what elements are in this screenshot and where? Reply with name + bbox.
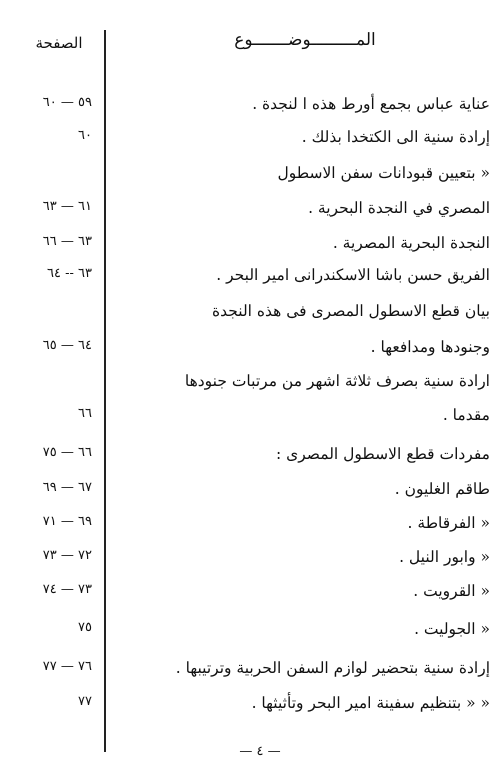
- row-pages: ٧٥: [78, 620, 92, 635]
- page-column-header: الصفحة: [35, 34, 83, 52]
- table-row: [0, 302, 500, 328]
- row-pages: ٦٧ — ٦٩: [42, 480, 92, 495]
- table-row: [0, 620, 500, 646]
- row-topic: « الجوليت .: [414, 620, 490, 638]
- table-row: [0, 659, 500, 685]
- row-topic: بيان قطع الاسطول المصرى فى هذه النجدة: [212, 302, 490, 320]
- row-pages: ٦٦ — ٧٥: [42, 445, 92, 460]
- page-number: — ٤ —: [239, 744, 281, 759]
- table-row: [0, 406, 500, 432]
- row-topic: طاقم الغليون .: [394, 480, 490, 498]
- row-pages: ٦١ — ٦٣: [42, 199, 92, 214]
- row-topic: « « بتنظيم سفينة امير البحر وتأثيثها .: [251, 694, 490, 712]
- table-row: [0, 266, 500, 292]
- row-topic: مقدما .: [442, 406, 490, 424]
- table-row: [0, 164, 500, 190]
- table-row: [0, 548, 500, 574]
- row-pages: ٦٦: [78, 406, 92, 421]
- row-topic: النجدة البحرية المصرية .: [332, 234, 490, 252]
- table-row: [0, 128, 500, 154]
- row-pages: ٦٣ -- ٦٤: [47, 266, 92, 281]
- row-pages: ٦٤ — ٦٥: [42, 338, 92, 353]
- table-row: [0, 95, 500, 121]
- row-pages: ٦٩ — ٧١: [42, 514, 92, 529]
- row-pages: ٧٦ — ٧٧: [42, 659, 92, 674]
- row-topic: المصري في النجدة البحرية .: [308, 199, 490, 217]
- table-row: [0, 234, 500, 260]
- topic-column-header: المـــــــــوضـــــــوع: [234, 30, 376, 50]
- table-row: [0, 514, 500, 540]
- row-pages: ٧٧: [78, 694, 92, 709]
- table-row: [0, 582, 500, 608]
- table-row: [0, 445, 500, 471]
- row-topic: « الفرقاطة .: [407, 514, 490, 532]
- table-row: [0, 372, 500, 398]
- row-topic: وجنودها ومدافعها .: [370, 338, 490, 356]
- row-topic: « بتعيين قبودانات سفن الاسطول: [277, 164, 490, 182]
- row-pages: ٥٩ — ٦٠: [42, 95, 92, 110]
- row-topic: عناية عباس بجمع أورط هذه ا لنجدة .: [252, 95, 490, 113]
- row-topic: إرادة سنية بتحضير لوازم السفن الحربية وترتيبها .: [175, 659, 490, 677]
- row-topic: « القرويت .: [413, 582, 490, 600]
- table-row: [0, 694, 500, 720]
- table-row: [0, 480, 500, 506]
- row-pages: ٧٢ — ٧٣: [42, 548, 92, 563]
- table-row: [0, 199, 500, 225]
- row-topic: إرادة سنية الى الكتخدا بذلك .: [301, 128, 490, 146]
- row-topic: الفريق حسن باشا الاسكندرانى امير البحر .: [216, 266, 490, 284]
- table-row: [0, 338, 500, 364]
- row-topic: « وابور النيل .: [399, 548, 490, 566]
- row-pages: ٦٠: [78, 128, 92, 143]
- row-pages: ٦٣ — ٦٦: [42, 234, 92, 249]
- row-pages: ٧٣ — ٧٤: [42, 582, 92, 597]
- row-topic: مفردات قطع الاسطول المصرى :: [275, 445, 490, 463]
- row-topic: ارادة سنية بصرف ثلاثة اشهر من مرتبات جنودها: [184, 372, 490, 390]
